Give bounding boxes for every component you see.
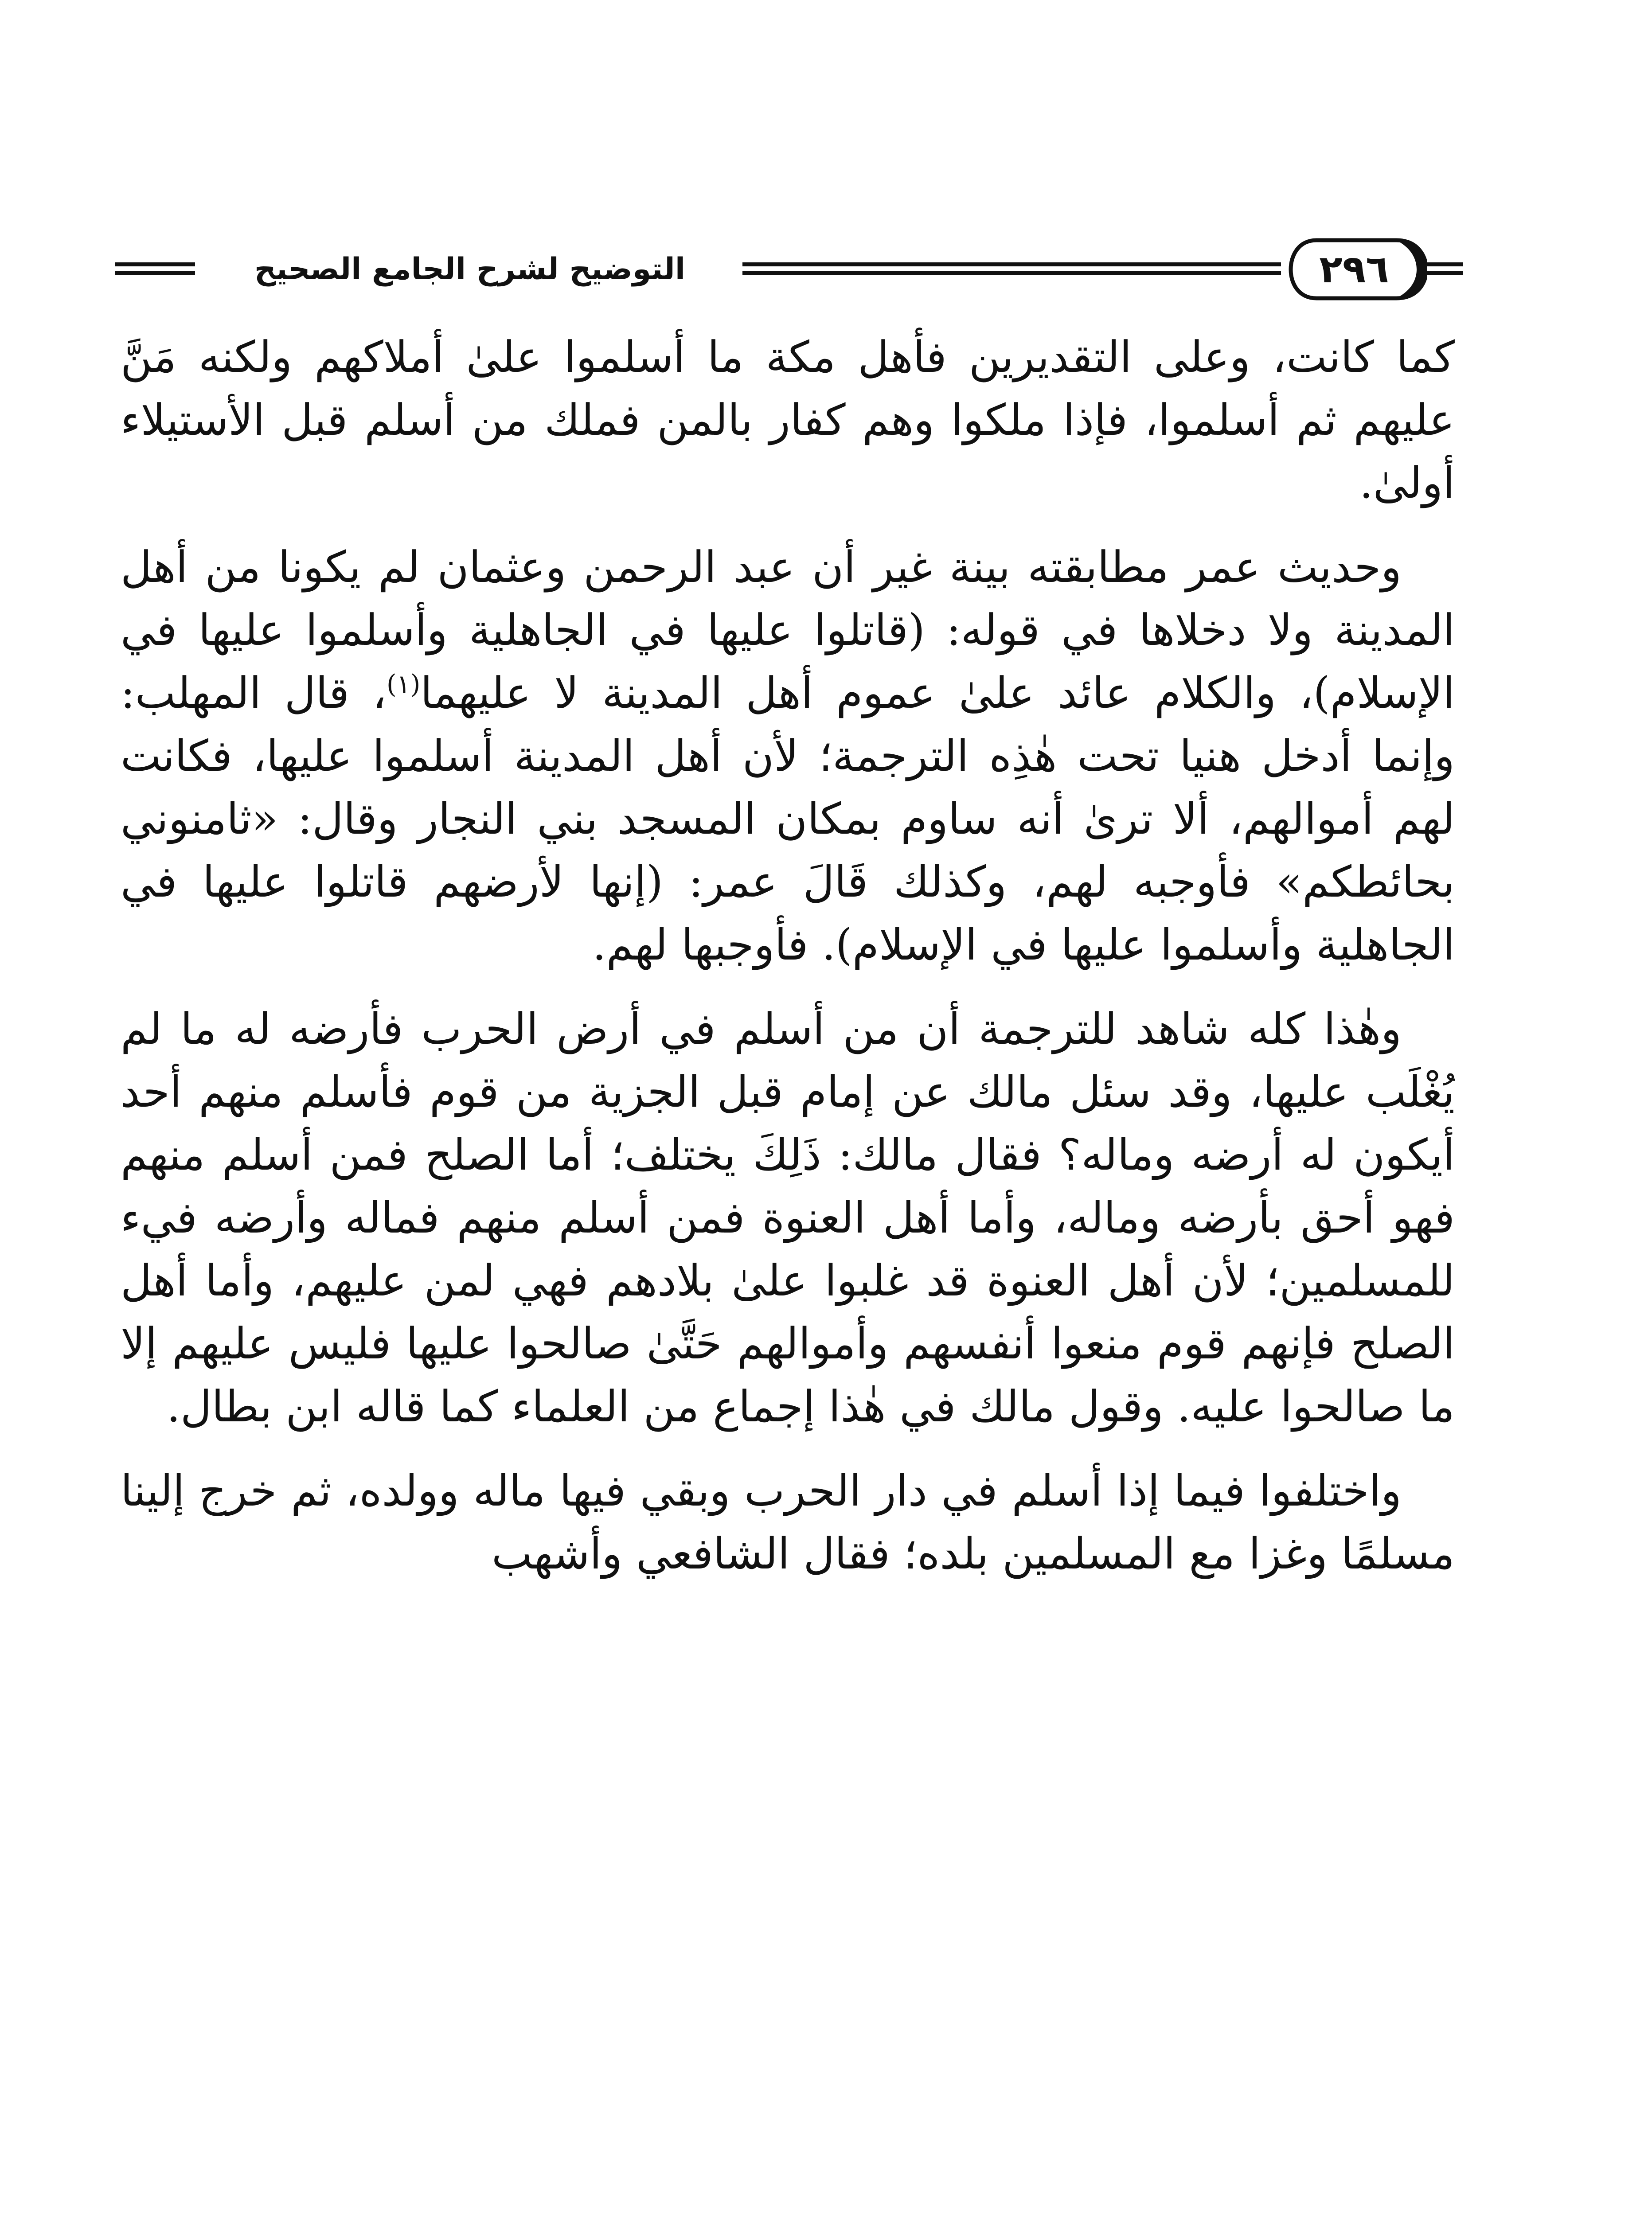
header-rule-right: [1427, 262, 1463, 275]
page-number-badge: [1285, 235, 1427, 304]
page-number: ٢٩٦: [1319, 247, 1389, 292]
running-title: التوضيح لشرح الجامع الصحيح: [254, 252, 686, 287]
paragraph-4: واختلفوا فيما إذا أسلم في دار الحرب وبقي فيها ماله وولده، ثم خرج إلينا مسلمًا وغزا مع المسلمين بلده؛ فقال الشافعي وأشهب: [121, 1466, 1455, 1579]
paragraph-1: كما كانت، وعلى التقديرين فأهل مكة ما أسلموا علىٰ أملاكهم ولكنه مَنَّ عليهم ثم أسلموا، فإذا ملكوا وهم كفار بالمن فملك من أسلم قبل الأستيلاء أولىٰ.: [121, 332, 1455, 508]
footnote-reference-1: (١): [386, 669, 421, 699]
paragraph-2-text-b: ، قال المهلب: وإنما أدخل هنيا تحت هٰذِه الترجمة؛ لأن أهل المدينة أسلموا عليها، فكانت لهم أموالهم، ألا ترىٰ أنه ساوم بمكان المسجد بني النجار وقال: «ثامنوني بحائطكم» فأوجبه لهم، وكذلك قَالَ عمر: (إنها لأرضهم قاتلوا عليها في الجاهلية وأسلموا عليها في الإسلام). فأوجبها لهم.: [121, 668, 1455, 970]
page-header: [115, 235, 1463, 306]
paragraph-2: [121, 536, 1455, 976]
main-text: [121, 326, 1455, 2216]
header-rule-left: [115, 262, 195, 275]
paragraph-3: وهٰذا كله شاهد للترجمة أن من أسلم في أرض الحرب فأرضه له ما لم يُغْلَب عليها، وقد سئل مالك عن إمام قبل الجزية من قوم فأسلم منهم أحد أيكون له أرضه وماله؟ فقال مالك: ذَلِكَ يختلف؛ أما الصلح فمن أسلم منهم فهو أحق بأرضه وماله، وأما أهل العنوة فمن أسلم منهم فماله وأرضه فيء للمسلمين؛ لأن أهل العنوة قد غلبوا علىٰ بلادهم فهي لمن عليهم، وأما أهل الصلح فإنهم قوم منعوا أنفسهم وأموالهم حَتَّىٰ صالحوا عليها فليس عليهم إلا ما صالحوا عليه. وقول مالك في هٰذا إجماع من العلماء كما قاله ابن بطال.: [121, 1004, 1455, 1432]
header-rule-middle: [742, 262, 1281, 275]
paragraph-2-text-a: وحديث عمر مطابقته بينة غير أن عبد الرحمن وعثمان لم يكونا من أهل المدينة ولا دخلاها في قوله: (قاتلوا عليها في الجاهلية وأسلموا عليها في الإسلام)، والكلام عائد علىٰ عموم أهل المدينة لا عليهما: [121, 542, 1455, 718]
